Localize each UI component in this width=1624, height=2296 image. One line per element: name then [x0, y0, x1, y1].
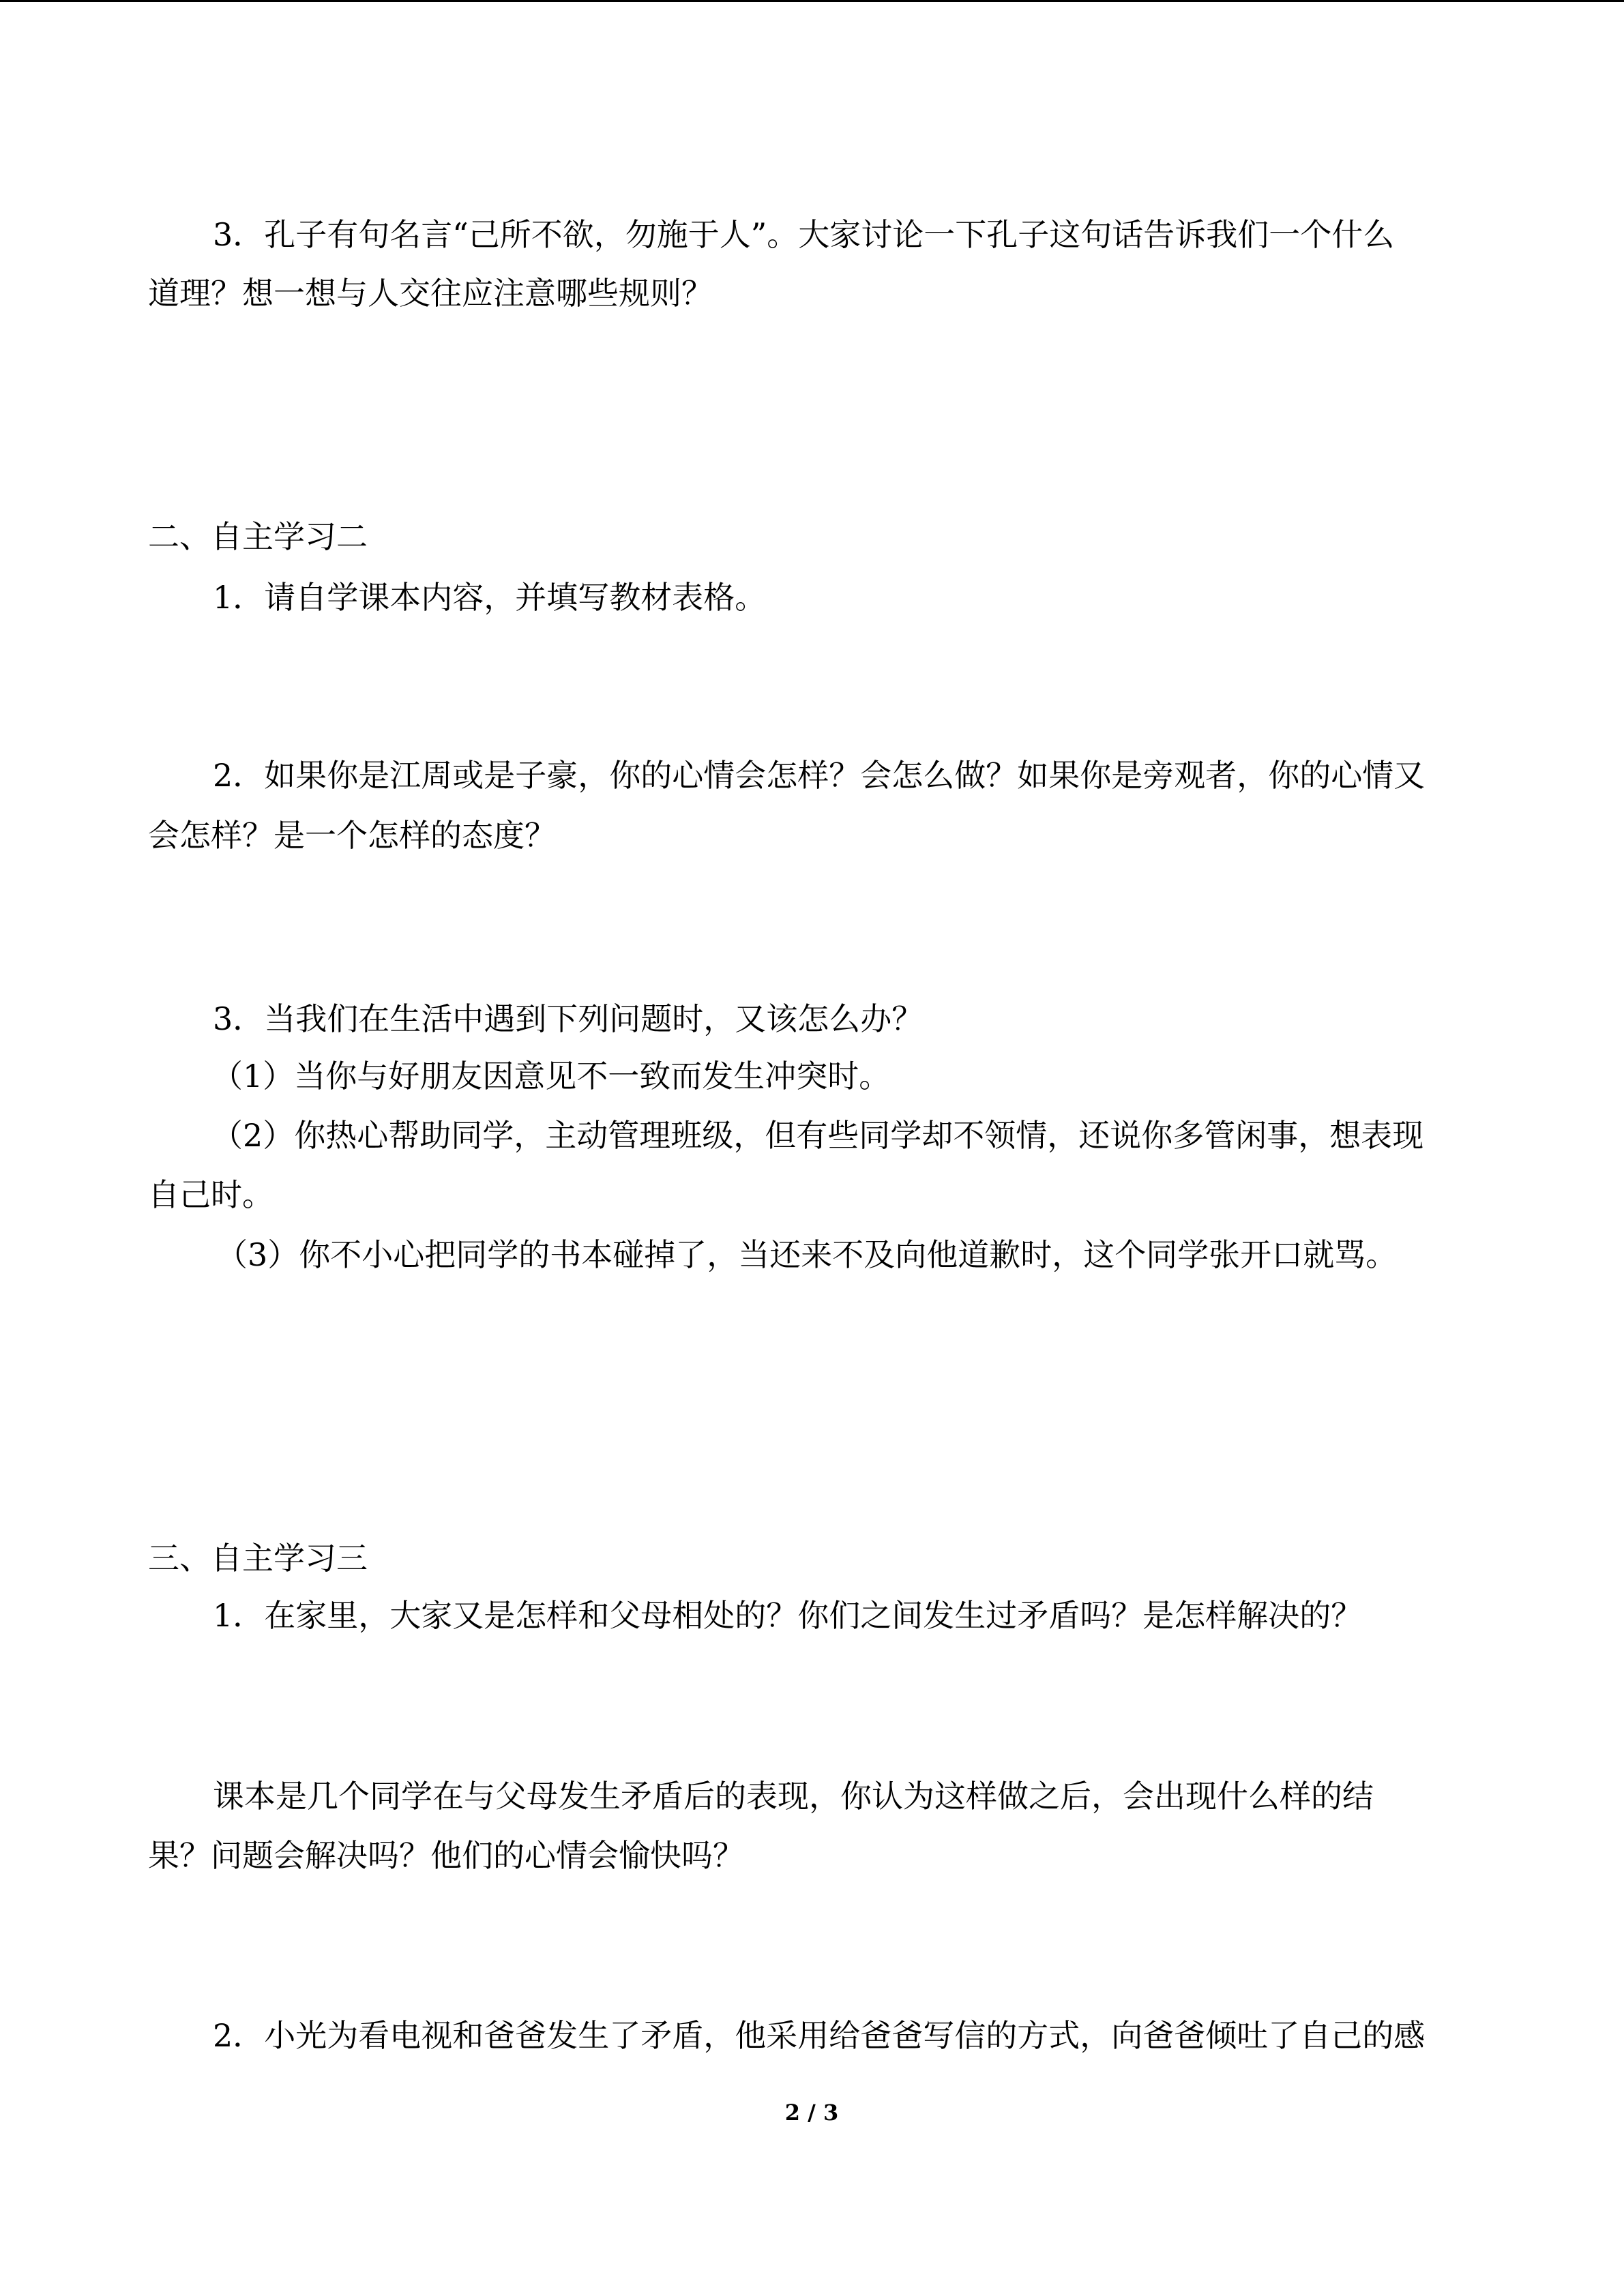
s2-q3-sub2-line1: （2）你热心帮助同学，主动管理班级，但有些同学却不领情，还说你多管闲事，想表现 [211, 1117, 1424, 1154]
s1-q3-line2: 道理？想一想与人交往应注意哪些规则？ [148, 275, 713, 312]
section-heading-3: 三、自主学习三 [148, 1540, 368, 1577]
s2-q2-line1: 2．如果你是江周或是子豪，你的心情会怎样？会怎么做？如果你是旁观者，你的心情又 [213, 757, 1426, 794]
s2-q2-line2: 会怎样？是一个怎样的态度？ [148, 817, 556, 854]
s2-q3-sub3: （3）你不小心把同学的书本碰掉了，当还来不及向他道歉时，这个同学张开口就骂。 [216, 1236, 1398, 1273]
section-heading-2: 二、自主学习二 [148, 518, 368, 555]
s3-q1: 1．在家里，大家又是怎样和父母相处的？你们之间发生过矛盾吗？是怎样解决的？ [213, 1597, 1363, 1634]
s2-q3-sub2-line2: 自己时。 [148, 1176, 274, 1213]
s1-q3-line1: 3．孔子有句名言“己所不欲，勿施于人”。大家讨论一下孔子这句话告诉我们一个什么 [213, 216, 1395, 253]
s2-q3-sub1: （1）当你与好朋友因意见不一致而发生冲突时。 [211, 1058, 891, 1094]
page-number: 2 / 3 [784, 2100, 839, 2126]
s3-q2-line1: 2．小光为看电视和爸爸发生了矛盾，他采用给爸爸写信的方式，向爸爸倾吐了自己的感 [213, 2017, 1426, 2054]
s2-q3: 3．当我们在生活中遇到下列问题时，又该怎么办？ [213, 1000, 924, 1037]
top-border [0, 0, 1624, 2]
s2-q1: 1．请自学课本内容，并填写教材表格。 [213, 579, 767, 616]
s3-paragraph-line1: 课本是几个同学在与父母发生矛盾后的表现，你认为这样做之后，会出现什么样的结 [213, 1778, 1374, 1815]
s3-paragraph-line2: 果？问题会解决吗？他们的心情会愉快吗？ [148, 1837, 744, 1874]
